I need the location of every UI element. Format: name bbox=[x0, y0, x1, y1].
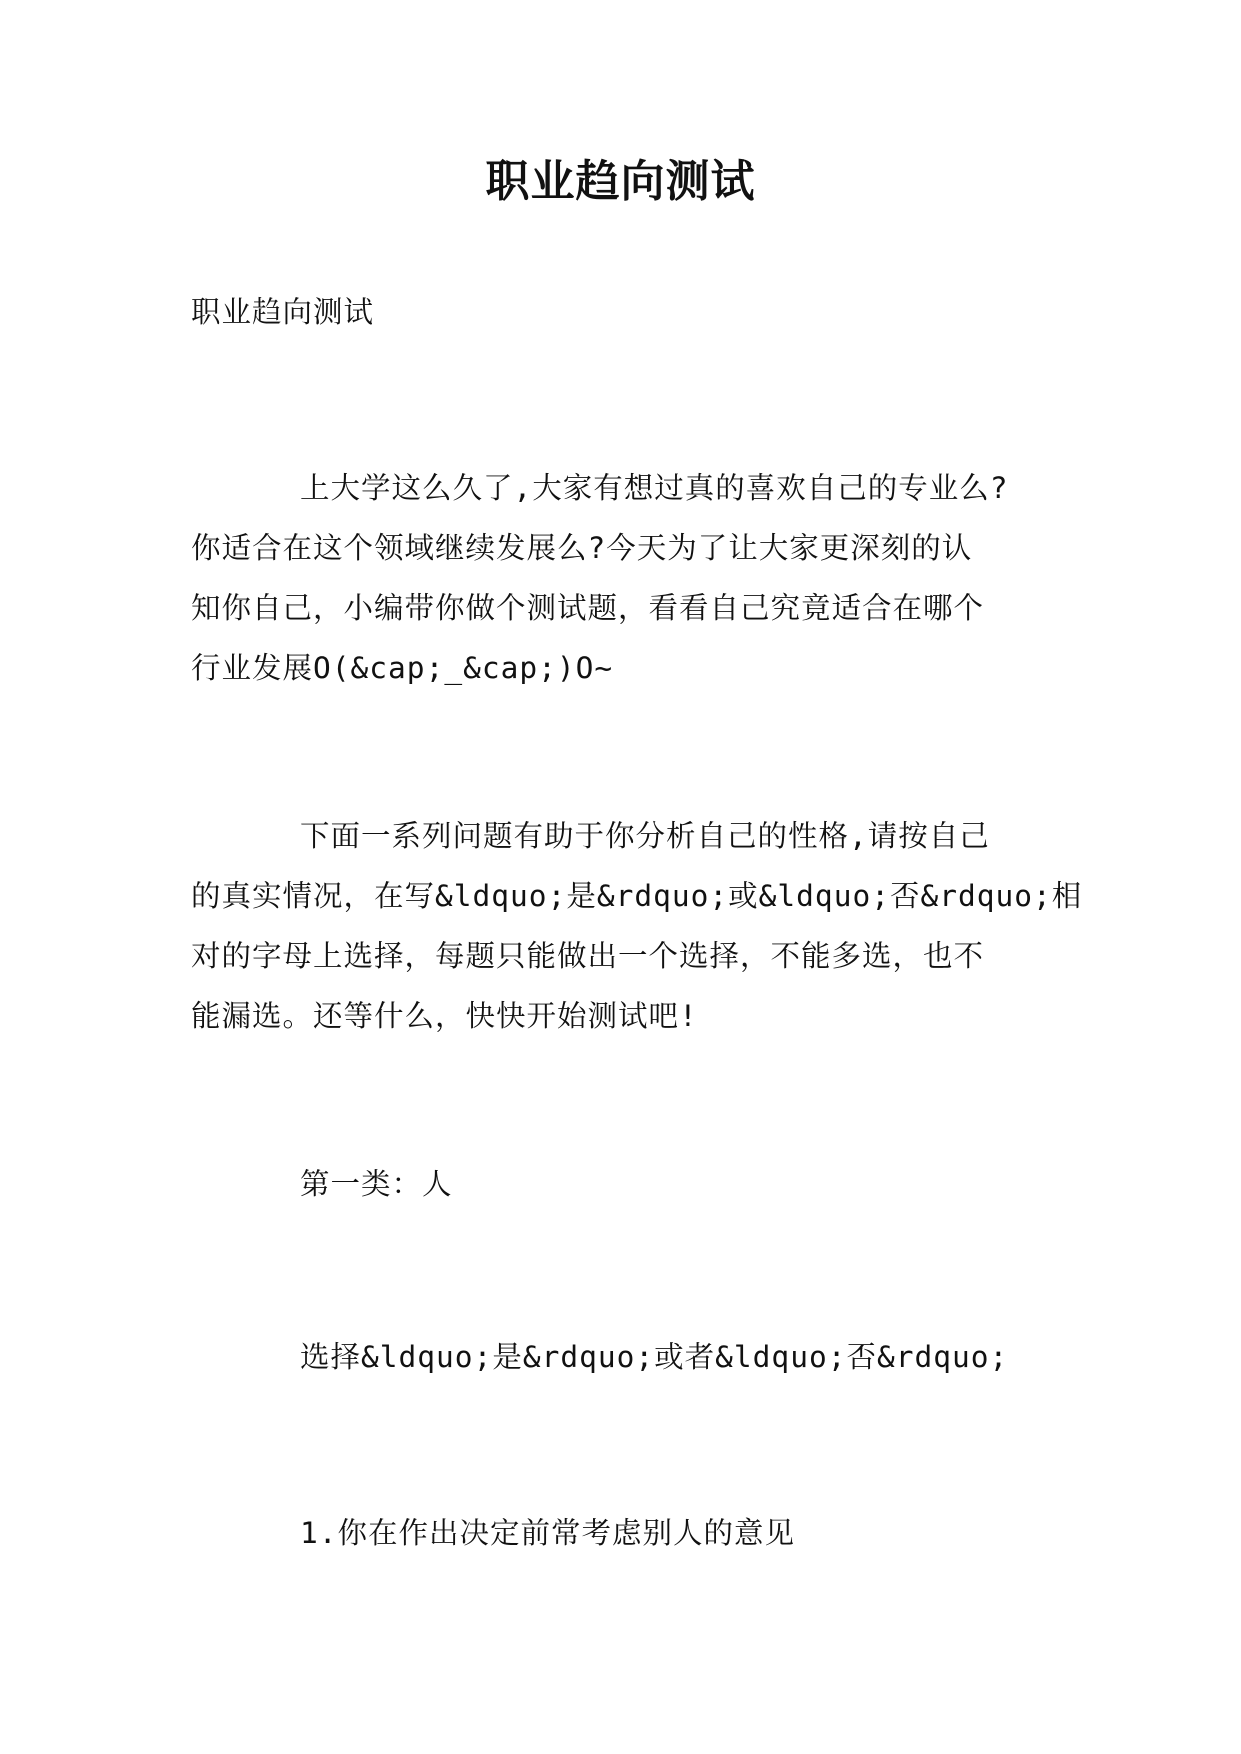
question-1: 1.你在作出决定前常考虑别人的意见 bbox=[300, 1516, 796, 1550]
paragraph-1-line-2: 你适合在这个领域继续发展么?今天为了让大家更深刻的认 bbox=[191, 531, 973, 565]
paragraph-1-line-3: 知你自己，小编带你做个测试题，看看自己究竟适合在哪个 bbox=[191, 591, 985, 625]
paragraph-2-line-3: 对的字母上选择，每题只能做出一个选择，不能多选，也不 bbox=[191, 939, 985, 973]
category-heading: 第一类：人 bbox=[300, 1167, 453, 1201]
document-title: 职业趋向测试 bbox=[485, 156, 756, 207]
instruction-text: 选择&ldquo;是&rdquo;或者&ldquo;否&rdquo; bbox=[300, 1340, 1009, 1374]
paragraph-2-line-4: 能漏选。还等什么，快快开始测试吧! bbox=[191, 999, 698, 1033]
paragraph-2-line-1: 下面一系列问题有助于你分析自己的性格,请按自己 bbox=[300, 819, 990, 853]
paragraph-2-line-2: 的真实情况，在写&ldquo;是&rdquo;或&ldquo;否&rdquo;相 bbox=[191, 879, 1083, 913]
paragraph-1-line-1: 上大学这么久了,大家有想过真的喜欢自己的专业么? bbox=[300, 471, 1009, 505]
document-subtitle: 职业趋向测试 bbox=[191, 295, 375, 329]
paragraph-1-line-4: 行业发展O(&cap;_&cap;)O~ bbox=[191, 651, 614, 685]
